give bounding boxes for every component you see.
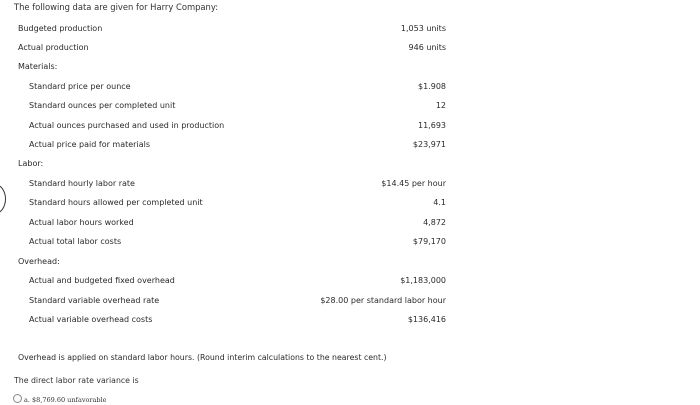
data-row-standard-hours [0, 198, 700, 211]
option-text: $8,769.60 unfavorable [32, 396, 107, 404]
section-heading-overhead [0, 257, 700, 270]
row-label: Actual production [18, 43, 89, 52]
row-value: 12 [435, 101, 446, 110]
row-value: 1,053 units [400, 24, 446, 33]
row-value: $1.908 [418, 82, 446, 91]
row-label: Standard hours allowed per completed unit [29, 198, 203, 207]
data-row-fixed-overhead [0, 276, 700, 289]
row-label: Standard price per ounce [29, 82, 131, 91]
data-row-standard-hourly-rate [0, 179, 700, 192]
rounding-note: Overhead is applied on standard labor hours. (Round interim calculations to the nearest cent.) [18, 353, 387, 362]
row-label: Actual price paid for materials [29, 140, 150, 149]
data-row-actual-ounces [0, 121, 700, 134]
row-label: Actual labor hours worked [29, 218, 134, 227]
row-value: $14.45 per hour [381, 179, 446, 188]
row-value: $23,971 [412, 140, 446, 149]
data-row-budgeted-production [0, 24, 700, 37]
row-label: Overhead: [18, 257, 60, 266]
data-row-actual-labor-costs [0, 237, 700, 250]
data-row-actual-variable-overhead [0, 315, 700, 328]
data-row-actual-production [0, 43, 700, 56]
answer-option-a[interactable] [13, 394, 107, 405]
row-label: Actual total labor costs [29, 237, 122, 246]
row-value: 4,872 [423, 218, 446, 227]
section-heading-materials [0, 62, 700, 75]
row-label: Actual ounces purchased and used in production [29, 121, 225, 130]
row-label: Budgeted production [18, 24, 103, 33]
row-label: Standard hourly labor rate [29, 179, 135, 188]
row-value: 946 units [408, 43, 446, 52]
section-heading-labor [0, 159, 700, 172]
row-value: 4.1 [433, 198, 446, 207]
row-label: Actual variable overhead costs [29, 315, 153, 324]
row-value: 11,693 [418, 121, 446, 130]
data-row-standard-price [0, 82, 700, 95]
row-label: Materials: [18, 62, 58, 71]
row-value: $79,170 [412, 237, 446, 246]
row-label: Actual and budgeted fixed overhead [29, 276, 175, 285]
data-row-actual-price [0, 140, 700, 153]
question-text: The direct labor rate variance is [14, 376, 139, 385]
data-row-actual-hours [0, 218, 700, 231]
option-letter: a. [24, 396, 30, 404]
row-value: $1,183,000 [400, 276, 446, 285]
radio-button[interactable] [13, 394, 22, 403]
data-row-standard-ounces [0, 101, 700, 114]
row-value: $136,416 [407, 315, 446, 324]
data-row-variable-overhead-rate [0, 296, 700, 309]
row-label: Labor: [18, 159, 44, 168]
row-label: Standard ounces per completed unit [29, 101, 176, 110]
row-label: Standard variable overhead rate [29, 296, 160, 305]
row-value: $28.00 per standard labor hour [320, 296, 446, 305]
problem-title: The following data are given for Harry Company: [14, 2, 219, 12]
